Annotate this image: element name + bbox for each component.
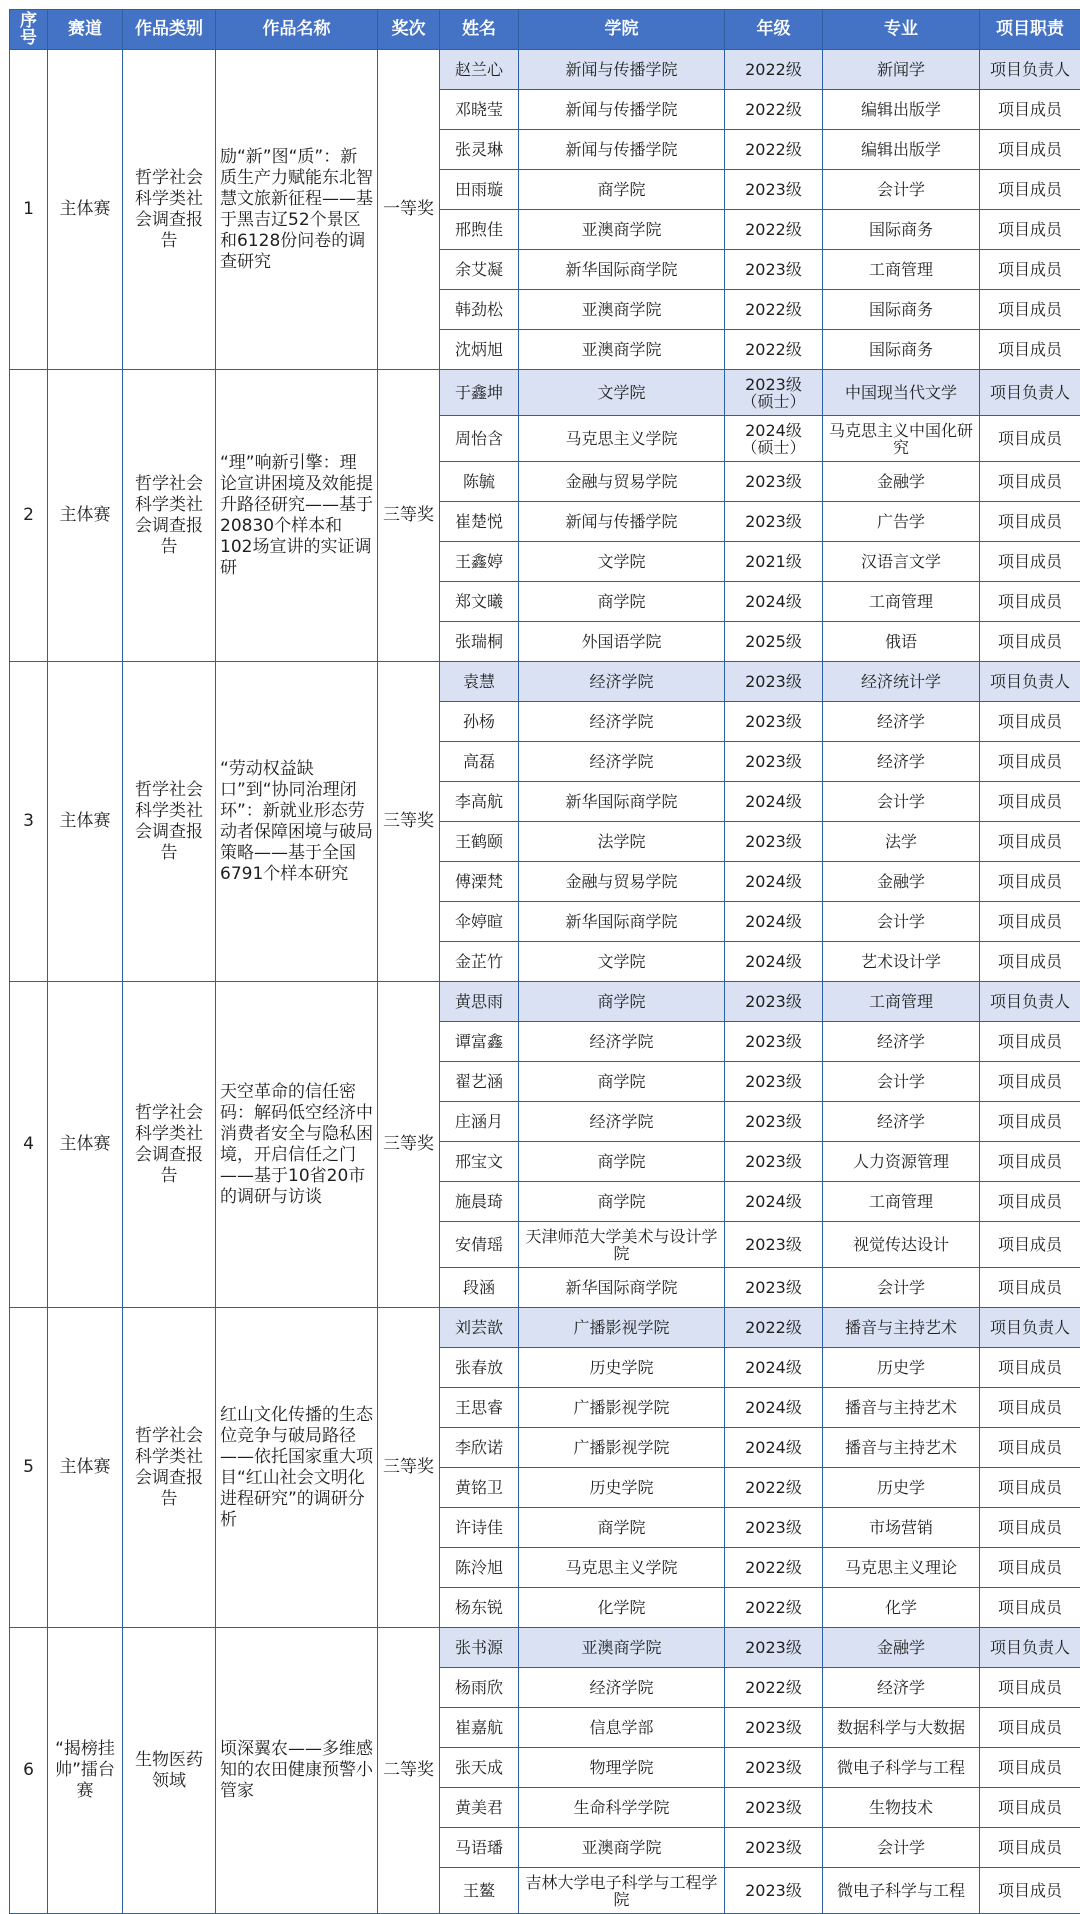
member-grade: 2023级	[725, 1142, 823, 1182]
member-grade: 2024级	[725, 902, 823, 942]
member-major: 微电子科学与工程	[823, 1748, 980, 1788]
member-college: 新闻与传播学院	[519, 130, 725, 170]
project-category: 哲学社会科学类社会调查报告	[123, 50, 216, 370]
member-college: 化学院	[519, 1588, 725, 1628]
member-name: 傅溧梵	[440, 862, 519, 902]
member-grade: 2023级	[725, 662, 823, 702]
member-name: 张天成	[440, 1748, 519, 1788]
member-role: 项目成员	[980, 862, 1080, 902]
member-college: 物理学院	[519, 1748, 725, 1788]
project-name: 天空革命的信任密码：解码低空经济中消费者安全与隐私困境，开启信任之门——基于10省20市的调研与访谈	[216, 982, 378, 1308]
member-role: 项目成员	[980, 90, 1080, 130]
member-college: 经济学院	[519, 1022, 725, 1062]
member-college: 亚澳商学院	[519, 290, 725, 330]
member-name: 高磊	[440, 742, 519, 782]
member-major: 金融学	[823, 862, 980, 902]
member-grade: 2023级	[725, 502, 823, 542]
member-college: 法学院	[519, 822, 725, 862]
member-college: 经济学院	[519, 1102, 725, 1142]
project-index: 1	[10, 50, 48, 370]
member-grade: 2023级	[725, 702, 823, 742]
member-grade: 2024级（硕士）	[725, 416, 823, 462]
member-grade: 2023级	[725, 1268, 823, 1308]
member-college: 历史学院	[519, 1348, 725, 1388]
member-role: 项目成员	[980, 782, 1080, 822]
project-award: 一等奖	[378, 50, 440, 370]
member-grade: 2022级	[725, 1668, 823, 1708]
member-college: 金融与贸易学院	[519, 462, 725, 502]
member-name: 马语璠	[440, 1828, 519, 1868]
project-track: 主体赛	[48, 1308, 123, 1628]
member-college: 经济学院	[519, 702, 725, 742]
member-major: 经济学	[823, 742, 980, 782]
member-role: 项目成员	[980, 942, 1080, 982]
member-grade: 2023级	[725, 1062, 823, 1102]
project-award: 三等奖	[378, 982, 440, 1308]
project-track: 主体赛	[48, 370, 123, 662]
member-role: 项目成员	[980, 502, 1080, 542]
member-role: 项目成员	[980, 1268, 1080, 1308]
member-name: 张瑞桐	[440, 622, 519, 662]
member-major: 会计学	[823, 902, 980, 942]
member-college: 商学院	[519, 170, 725, 210]
member-name: 郑文曦	[440, 582, 519, 622]
member-role: 项目成员	[980, 582, 1080, 622]
member-grade: 2022级	[725, 1588, 823, 1628]
member-major: 金融学	[823, 462, 980, 502]
table-row	[10, 1308, 1080, 1348]
member-major: 会计学	[823, 1062, 980, 1102]
member-role: 项目成员	[980, 1548, 1080, 1588]
member-grade: 2023级	[725, 982, 823, 1022]
member-grade: 2022级	[725, 1468, 823, 1508]
member-major: 艺术设计学	[823, 942, 980, 982]
member-major: 工商管理	[823, 582, 980, 622]
member-name: 沈炳旭	[440, 330, 519, 370]
member-name: 邢宝文	[440, 1142, 519, 1182]
member-name: 张书源	[440, 1628, 519, 1668]
member-role: 项目成员	[980, 702, 1080, 742]
member-role: 项目成员	[980, 1788, 1080, 1828]
member-name: 黄思雨	[440, 982, 519, 1022]
member-major: 历史学	[823, 1348, 980, 1388]
member-name: 李高航	[440, 782, 519, 822]
member-major: 马克思主义理论	[823, 1548, 980, 1588]
member-college: 亚澳商学院	[519, 330, 725, 370]
member-role: 项目负责人	[980, 1628, 1080, 1668]
member-grade: 2021级	[725, 542, 823, 582]
member-major: 化学	[823, 1588, 980, 1628]
member-college: 外国语学院	[519, 622, 725, 662]
project-category: 哲学社会科学类社会调查报告	[123, 1308, 216, 1628]
member-name: 于鑫坤	[440, 370, 519, 416]
member-role: 项目成员	[980, 742, 1080, 782]
table-row	[10, 662, 1080, 702]
member-major: 金融学	[823, 1628, 980, 1668]
table-row	[10, 370, 1080, 416]
member-college: 马克思主义学院	[519, 416, 725, 462]
project-award: 三等奖	[378, 370, 440, 662]
member-name: 袁慧	[440, 662, 519, 702]
member-college: 新华国际商学院	[519, 250, 725, 290]
member-college: 商学院	[519, 1142, 725, 1182]
member-name: 李欣诺	[440, 1428, 519, 1468]
member-role: 项目成员	[980, 130, 1080, 170]
member-major: 工商管理	[823, 1182, 980, 1222]
member-major: 视觉传达设计	[823, 1222, 980, 1268]
member-major: 微电子科学与工程	[823, 1868, 980, 1914]
member-major: 广告学	[823, 502, 980, 542]
project-index: 2	[10, 370, 48, 662]
member-name: 张灵琳	[440, 130, 519, 170]
member-major: 经济学	[823, 1668, 980, 1708]
project-track: 主体赛	[48, 662, 123, 982]
member-role: 项目成员	[980, 622, 1080, 662]
member-name: 韩劲松	[440, 290, 519, 330]
member-name: 邢煦佳	[440, 210, 519, 250]
member-college: 亚澳商学院	[519, 1828, 725, 1868]
member-college: 亚澳商学院	[519, 1628, 725, 1668]
member-major: 经济学	[823, 1102, 980, 1142]
member-grade: 2024级	[725, 862, 823, 902]
member-major: 编辑出版学	[823, 130, 980, 170]
member-major: 播音与主持艺术	[823, 1428, 980, 1468]
project-track: “揭榜挂帅”擂台赛	[48, 1628, 123, 1914]
member-grade: 2022级	[725, 130, 823, 170]
member-name: 谭富鑫	[440, 1022, 519, 1062]
member-name: 金芷竹	[440, 942, 519, 982]
member-role: 项目成员	[980, 1348, 1080, 1388]
member-role: 项目成员	[980, 1102, 1080, 1142]
project-category: 哲学社会科学类社会调查报告	[123, 370, 216, 662]
member-name: 陈泠旭	[440, 1548, 519, 1588]
project-name: 顷深翼农——多维感知的农田健康预警小管家	[216, 1628, 378, 1914]
member-major: 经济学	[823, 1022, 980, 1062]
member-major: 工商管理	[823, 982, 980, 1022]
member-college: 商学院	[519, 582, 725, 622]
member-major: 法学	[823, 822, 980, 862]
member-name: 陈毓	[440, 462, 519, 502]
header-award: 奖次	[378, 10, 440, 50]
member-college: 文学院	[519, 370, 725, 416]
member-major: 中国现当代文学	[823, 370, 980, 416]
member-name: 周怡含	[440, 416, 519, 462]
member-name: 王鑫婷	[440, 542, 519, 582]
member-name: 庄涵月	[440, 1102, 519, 1142]
member-major: 俄语	[823, 622, 980, 662]
member-college: 新闻与传播学院	[519, 90, 725, 130]
member-college: 商学院	[519, 982, 725, 1022]
member-college: 新华国际商学院	[519, 902, 725, 942]
member-major: 会计学	[823, 170, 980, 210]
member-major: 历史学	[823, 1468, 980, 1508]
member-name: 崔楚悦	[440, 502, 519, 542]
member-college: 商学院	[519, 1508, 725, 1548]
member-college: 经济学院	[519, 1668, 725, 1708]
member-role: 项目成员	[980, 330, 1080, 370]
member-role: 项目成员	[980, 170, 1080, 210]
member-major: 国际商务	[823, 210, 980, 250]
member-major: 国际商务	[823, 290, 980, 330]
member-college: 广播影视学院	[519, 1308, 725, 1348]
member-name: 王鳌	[440, 1868, 519, 1914]
member-name: 田雨璇	[440, 170, 519, 210]
member-role: 项目成员	[980, 1468, 1080, 1508]
member-role: 项目成员	[980, 1868, 1080, 1914]
member-major: 会计学	[823, 1828, 980, 1868]
table-row	[10, 1628, 1080, 1668]
member-grade: 2023级	[725, 462, 823, 502]
member-major: 汉语言文学	[823, 542, 980, 582]
member-name: 王鹤颐	[440, 822, 519, 862]
member-role: 项目成员	[980, 1708, 1080, 1748]
member-grade: 2024级	[725, 1348, 823, 1388]
member-grade: 2024级	[725, 1388, 823, 1428]
member-college: 新闻与传播学院	[519, 50, 725, 90]
member-college: 商学院	[519, 1182, 725, 1222]
member-college: 广播影视学院	[519, 1428, 725, 1468]
member-grade: 2023级	[725, 1628, 823, 1668]
project-index: 4	[10, 982, 48, 1308]
member-grade: 2023级	[725, 170, 823, 210]
member-name: 杨雨欣	[440, 1668, 519, 1708]
member-name: 王思睿	[440, 1388, 519, 1428]
member-grade: 2022级	[725, 210, 823, 250]
member-grade: 2022级	[725, 90, 823, 130]
member-college: 吉林大学电子科学与工程学院	[519, 1868, 725, 1914]
member-name: 施晨琦	[440, 1182, 519, 1222]
member-grade: 2022级	[725, 1548, 823, 1588]
project-category: 哲学社会科学类社会调查报告	[123, 662, 216, 982]
member-college: 历史学院	[519, 1468, 725, 1508]
project-category: 哲学社会科学类社会调查报告	[123, 982, 216, 1308]
member-role: 项目成员	[980, 250, 1080, 290]
member-role: 项目负责人	[980, 1308, 1080, 1348]
header-role: 项目职责	[980, 10, 1080, 50]
member-role: 项目负责人	[980, 662, 1080, 702]
member-name: 孙杨	[440, 702, 519, 742]
member-grade: 2022级	[725, 330, 823, 370]
project-index: 5	[10, 1308, 48, 1628]
member-role: 项目成员	[980, 1828, 1080, 1868]
project-index: 3	[10, 662, 48, 982]
member-college: 新闻与传播学院	[519, 502, 725, 542]
member-college: 马克思主义学院	[519, 1548, 725, 1588]
member-college: 信息学部	[519, 1708, 725, 1748]
member-grade: 2023级（硕士）	[725, 370, 823, 416]
member-role: 项目成员	[980, 1182, 1080, 1222]
member-major: 新闻学	[823, 50, 980, 90]
member-college: 广播影视学院	[519, 1388, 725, 1428]
member-role: 项目成员	[980, 290, 1080, 330]
member-role: 项目成员	[980, 902, 1080, 942]
project-name: 励“新”图“质”：新质生产力赋能东北智慧文旅新征程——基于黑吉辽52个景区和6128份问卷的调查研究	[216, 50, 378, 370]
member-major: 播音与主持艺术	[823, 1308, 980, 1348]
member-role: 项目成员	[980, 1428, 1080, 1468]
member-grade: 2023级	[725, 1022, 823, 1062]
member-major: 生物技术	[823, 1788, 980, 1828]
member-role: 项目成员	[980, 822, 1080, 862]
member-grade: 2022级	[725, 290, 823, 330]
header-row	[10, 10, 1080, 50]
project-index: 6	[10, 1628, 48, 1914]
member-grade: 2023级	[725, 1708, 823, 1748]
project-award: 三等奖	[378, 662, 440, 982]
member-college: 文学院	[519, 542, 725, 582]
awards-table	[9, 9, 1080, 1914]
member-name: 赵兰心	[440, 50, 519, 90]
header-project-name: 作品名称	[216, 10, 378, 50]
member-grade: 2022级	[725, 50, 823, 90]
header-track: 赛道	[48, 10, 123, 50]
member-major: 市场营销	[823, 1508, 980, 1548]
member-name: 伞婷暄	[440, 902, 519, 942]
member-name: 段涵	[440, 1268, 519, 1308]
member-name: 邓晓莹	[440, 90, 519, 130]
member-role: 项目成员	[980, 1668, 1080, 1708]
project-name: “劳动权益缺口”到“协同治理闭环”：新就业形态劳动者保障困境与破局策略——基于全国6791个样本研究	[216, 662, 378, 982]
table-row	[10, 50, 1080, 90]
member-college: 经济学院	[519, 742, 725, 782]
project-name: “理”响新引擎：理论宣讲困境及效能提升路径研究——基于20830个样本和102场宣讲的实证调研	[216, 370, 378, 662]
project-name: 红山文化传播的生态位竞争与破局路径——依托国家重大项目“红山社会文明化进程研究”的调研分析	[216, 1308, 378, 1628]
header-grade: 年级	[725, 10, 823, 50]
member-grade: 2024级	[725, 1428, 823, 1468]
member-college: 文学院	[519, 942, 725, 982]
member-major: 播音与主持艺术	[823, 1388, 980, 1428]
member-college: 经济学院	[519, 662, 725, 702]
header-index: 序号	[10, 10, 48, 50]
member-role: 项目成员	[980, 1508, 1080, 1548]
member-role: 项目负责人	[980, 370, 1080, 416]
project-track: 主体赛	[48, 50, 123, 370]
header-member-name: 姓名	[440, 10, 519, 50]
member-major: 经济学	[823, 702, 980, 742]
project-award: 三等奖	[378, 1308, 440, 1628]
member-grade: 2022级	[725, 1308, 823, 1348]
member-role: 项目成员	[980, 1222, 1080, 1268]
member-grade: 2024级	[725, 582, 823, 622]
member-role: 项目成员	[980, 1062, 1080, 1102]
member-major: 会计学	[823, 1268, 980, 1308]
member-role: 项目成员	[980, 1142, 1080, 1182]
table-row	[10, 982, 1080, 1022]
member-grade: 2024级	[725, 782, 823, 822]
member-major: 编辑出版学	[823, 90, 980, 130]
member-grade: 2024级	[725, 1182, 823, 1222]
member-grade: 2023级	[725, 250, 823, 290]
member-role: 项目成员	[980, 1588, 1080, 1628]
member-college: 商学院	[519, 1062, 725, 1102]
member-role: 项目成员	[980, 210, 1080, 250]
member-major: 人力资源管理	[823, 1142, 980, 1182]
member-grade: 2023级	[725, 822, 823, 862]
member-college: 天津师范大学美术与设计学院	[519, 1222, 725, 1268]
member-grade: 2023级	[725, 1868, 823, 1914]
member-college: 新华国际商学院	[519, 782, 725, 822]
member-major: 经济统计学	[823, 662, 980, 702]
member-name: 安倩瑶	[440, 1222, 519, 1268]
project-category: 生物医药领域	[123, 1628, 216, 1914]
member-grade: 2023级	[725, 1508, 823, 1548]
member-role: 项目成员	[980, 1388, 1080, 1428]
member-major: 数据科学与大数据	[823, 1708, 980, 1748]
member-name: 黄铭卫	[440, 1468, 519, 1508]
member-major: 工商管理	[823, 250, 980, 290]
header-category: 作品类别	[123, 10, 216, 50]
header-college: 学院	[519, 10, 725, 50]
member-name: 余艾凝	[440, 250, 519, 290]
header-major: 专业	[823, 10, 980, 50]
member-name: 张春放	[440, 1348, 519, 1388]
member-major: 会计学	[823, 782, 980, 822]
member-major: 国际商务	[823, 330, 980, 370]
member-grade: 2023级	[725, 1788, 823, 1828]
member-grade: 2023级	[725, 1828, 823, 1868]
member-grade: 2023级	[725, 742, 823, 782]
project-award: 二等奖	[378, 1628, 440, 1914]
member-grade: 2023级	[725, 1222, 823, 1268]
member-role: 项目成员	[980, 416, 1080, 462]
member-name: 刘芸歆	[440, 1308, 519, 1348]
member-role: 项目成员	[980, 542, 1080, 582]
member-role: 项目成员	[980, 462, 1080, 502]
member-name: 黄美君	[440, 1788, 519, 1828]
member-name: 杨东锐	[440, 1588, 519, 1628]
member-major: 马克思主义中国化研究	[823, 416, 980, 462]
member-role: 项目成员	[980, 1748, 1080, 1788]
member-name: 许诗佳	[440, 1508, 519, 1548]
member-college: 生命科学学院	[519, 1788, 725, 1828]
member-grade: 2023级	[725, 1102, 823, 1142]
member-grade: 2024级	[725, 942, 823, 982]
member-college: 新华国际商学院	[519, 1268, 725, 1308]
table-body	[10, 50, 1080, 1914]
member-grade: 2025级	[725, 622, 823, 662]
member-name: 崔嘉航	[440, 1708, 519, 1748]
member-college: 金融与贸易学院	[519, 862, 725, 902]
member-college: 亚澳商学院	[519, 210, 725, 250]
member-name: 翟艺涵	[440, 1062, 519, 1102]
member-role: 项目负责人	[980, 50, 1080, 90]
member-grade: 2023级	[725, 1748, 823, 1788]
project-track: 主体赛	[48, 982, 123, 1308]
member-role: 项目成员	[980, 1022, 1080, 1062]
member-role: 项目负责人	[980, 982, 1080, 1022]
